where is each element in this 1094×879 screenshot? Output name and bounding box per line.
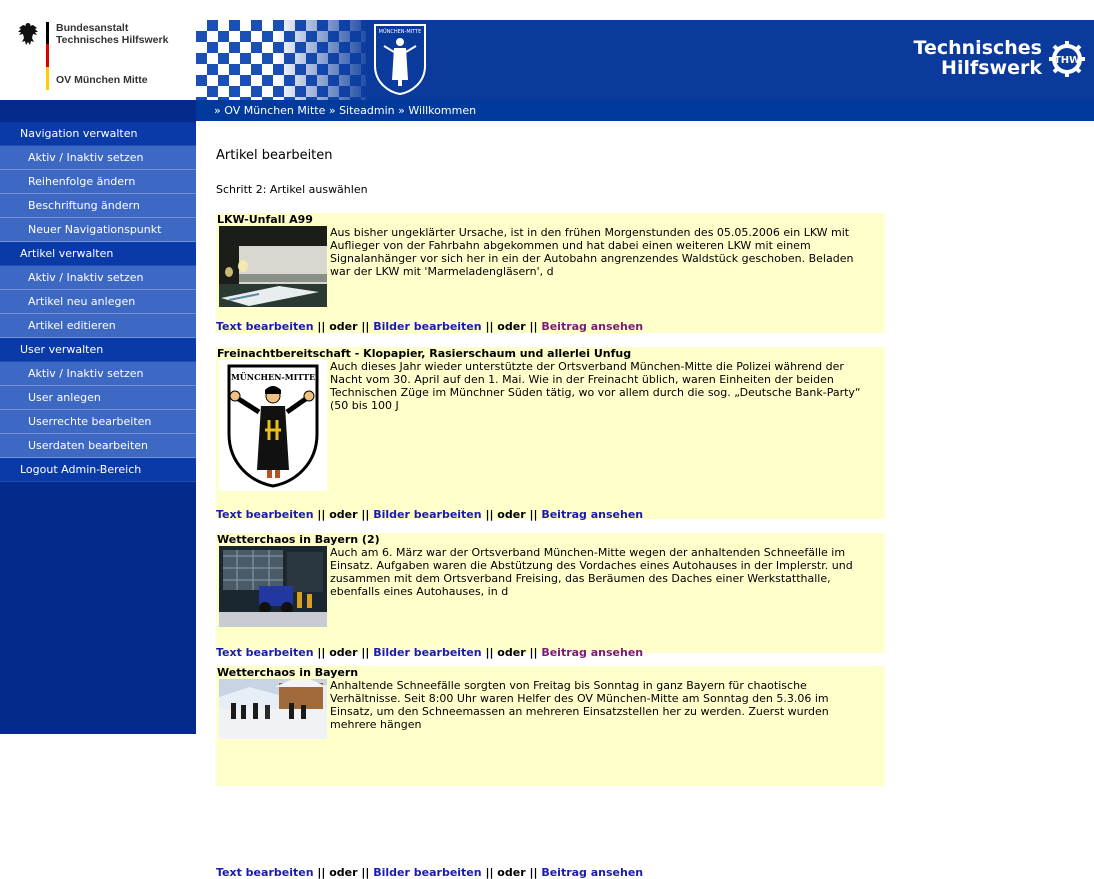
thw-gear-icon xyxy=(1048,40,1086,78)
sidebar-item-10[interactable]: Aktiv / Inaktiv setzen xyxy=(0,362,196,386)
view-article-link[interactable]: Beitrag ansehen xyxy=(541,320,644,333)
german-flag-stripe xyxy=(46,22,49,90)
edit-text-link[interactable]: Text bearbeiten xyxy=(216,320,314,333)
truck-accident-photo xyxy=(219,226,327,307)
snow-day-photo xyxy=(219,679,327,739)
sidebar-item-6[interactable]: Aktiv / Inaktiv setzen xyxy=(0,266,196,290)
edit-images-link[interactable]: Bilder bearbeiten xyxy=(373,508,482,521)
breadcrumb[interactable] xyxy=(196,100,1094,121)
link-separator: || oder || xyxy=(481,320,542,333)
link-separator: || oder || xyxy=(313,646,374,659)
ov-name: OV München Mitte xyxy=(56,74,148,86)
edit-images-link[interactable]: Bilder bearbeiten xyxy=(373,646,482,659)
sidebar-item-14[interactable]: Logout Admin-Bereich xyxy=(0,458,196,482)
header-banner xyxy=(196,20,1094,100)
article-actions xyxy=(216,508,643,521)
edit-text-link[interactable]: Text bearbeiten xyxy=(216,508,314,521)
breadcrumb-text[interactable]: » OV München Mitte » Siteadmin » Willkommen xyxy=(214,104,477,117)
article-title: Wetterchaos in Bayern xyxy=(217,666,359,679)
link-separator: || oder || xyxy=(481,508,542,521)
link-separator: || oder || xyxy=(481,646,542,659)
org-name-line1: Bundesanstalt xyxy=(56,22,129,34)
article-card xyxy=(216,666,885,879)
sidebar-item-0[interactable]: Navigation verwalten xyxy=(0,122,196,146)
page-title: Artikel bearbeiten xyxy=(216,148,333,163)
svg-text:MÜNCHEN-MITTE: MÜNCHEN-MITTE xyxy=(230,372,316,382)
sidebar-item-11[interactable]: User anlegen xyxy=(0,386,196,410)
edit-images-link[interactable]: Bilder bearbeiten xyxy=(373,866,482,879)
federal-eagle-icon xyxy=(14,20,42,48)
article-excerpt: Aus bisher ungeklärter Ursache, ist in den frühen Morgenstunden des 05.05.2006 ein LKW mit Auflieger von der Fahrbahn abgekommen und hat dabei einen weiteren LKW mit einem Signalanhänger vor sich her in ein der Autobahn angrenzendes Waldstück geschoben. Beladen war der LKW mit 'Marmeladengläsern', d xyxy=(330,226,854,278)
sidebar-item-4[interactable]: Neuer Navigationspunkt xyxy=(0,218,196,242)
org-name-line2: Technisches Hilfswerk xyxy=(56,34,169,46)
sidebar-item-8[interactable]: Artikel editieren xyxy=(0,314,196,338)
link-separator: || oder || xyxy=(313,508,374,521)
edit-images-link[interactable]: Bilder bearbeiten xyxy=(373,320,482,333)
article-title: Wetterchaos in Bayern (2) xyxy=(217,533,380,546)
muenchen-mitte-crest xyxy=(219,360,327,491)
sidebar-item-5[interactable]: Artikel verwalten xyxy=(0,242,196,266)
article-actions xyxy=(216,866,643,879)
article-title: Freinachtbereitschaft - Klopapier, Rasierschaum und allerlei Unfug xyxy=(217,347,632,360)
sidebar xyxy=(0,100,196,734)
link-separator: || oder || xyxy=(313,866,374,879)
view-article-link[interactable]: Beitrag ansehen xyxy=(541,508,644,521)
snow-night-photo xyxy=(219,546,327,627)
step-label: Schritt 2: Artikel auswählen xyxy=(216,183,368,196)
sidebar-item-1[interactable]: Aktiv / Inaktiv setzen xyxy=(0,146,196,170)
article-actions xyxy=(216,646,643,659)
sidebar-item-13[interactable]: Userdaten bearbeiten xyxy=(0,434,196,458)
svg-text:MÜNCHEN-MITTE: MÜNCHEN-MITTE xyxy=(378,29,422,35)
sidebar-item-7[interactable]: Artikel neu anlegen xyxy=(0,290,196,314)
edit-text-link[interactable]: Text bearbeiten xyxy=(216,646,314,659)
link-separator: || oder || xyxy=(313,320,374,333)
link-separator: || oder || xyxy=(481,866,542,879)
brand-block xyxy=(0,0,196,100)
muenchen-mitte-crest-icon xyxy=(372,22,428,96)
svg-text:THW: THW xyxy=(1053,55,1081,66)
sidebar-item-9[interactable]: User verwalten xyxy=(0,338,196,362)
article-card xyxy=(216,347,885,519)
article-actions xyxy=(216,320,643,333)
article-card xyxy=(216,533,885,659)
sidebar-item-2[interactable]: Reihenfolge ändern xyxy=(0,170,196,194)
article-excerpt: Anhaltende Schneefälle sorgten von Freitag bis Sonntag in ganz Bayern für chaotische Verhältnisse. Seit 8:00 Uhr waren Helfer des OV München-Mitte am Sonntag den 5.3.06 im Einsatz, um den Schneemassen an mehreren Einsatzstellen her zu werden. Zuerst wurden mehrere hängen xyxy=(330,679,829,731)
edit-text-link[interactable]: Text bearbeiten xyxy=(216,866,314,879)
article-excerpt: Auch am 6. März war der Ortsverband München-Mitte wegen der anhaltenden Schneefälle im Einsatz. Aufgaben waren die Abstützung des Vordaches eines Autohauses in der Implerstr. und zusammen mit dem Ortsverband Freising, das Beräumen des Daches einer Werkstatthalle, ebenfalls eines Autohauses, in d xyxy=(330,546,853,598)
sidebar-item-12[interactable]: Userrechte bearbeiten xyxy=(0,410,196,434)
sidebar-nav xyxy=(0,122,196,482)
sidebar-item-3[interactable]: Beschriftung ändern xyxy=(0,194,196,218)
view-article-link[interactable]: Beitrag ansehen xyxy=(541,866,644,879)
article-card xyxy=(216,213,885,333)
thw-logo-text: Technisches Hilfswerk xyxy=(913,37,1042,79)
article-excerpt: Auch dieses Jahr wieder unterstützte der Ortsverband München-Mitte die Polizei während der Nacht vom 30. April auf den 1. Mai. Wie in der Freinacht üblich, waren Einheiten der beiden Technischen Züge im Münchner Süden tätig, wo vor allem durch die sog. „Deutsche Bank-Party“ (50 bis 100 J xyxy=(330,360,861,412)
view-article-link[interactable]: Beitrag ansehen xyxy=(541,646,644,659)
article-title: LKW-Unfall A99 xyxy=(217,213,313,226)
